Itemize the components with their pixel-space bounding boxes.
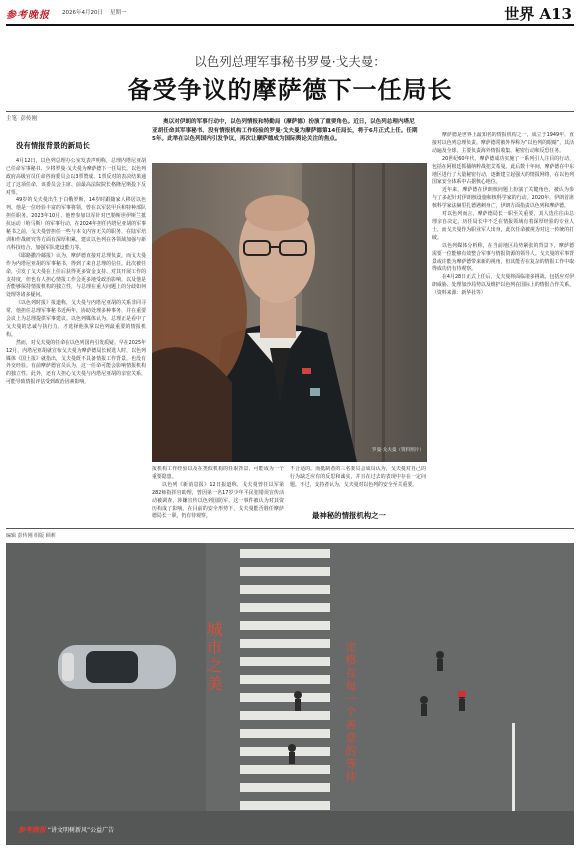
newspaper-logo: 参考晚报	[6, 10, 50, 21]
byline-label: 主笔	[6, 116, 18, 122]
paragraph: 摩萨德是世界上最知名的情报机构之一，成立于1949年，直接对以色列总理负责。摩萨德常被外界称为“以色列的眼睛”，其活动遍及全球，主要负责海外情报收集、秘密行动和反恐任务。	[432, 132, 574, 154]
footer-rule	[6, 528, 574, 529]
center-left-column	[152, 466, 284, 526]
header-rule	[6, 24, 574, 26]
section-name: 世界	[504, 5, 535, 23]
editors-line: 编辑 彭传刚 组版 顾莉	[6, 533, 56, 539]
page-number: A13	[539, 5, 572, 23]
paragraph: 20世纪60年代，摩萨德成功实施了一系列引人注目的行动，包括在阿根廷抓捕纳粹战犯艾希曼。此后数十年间，摩萨德在中东地区进行了大量秘密行动，逐渐建立起强大的情报网络，在以色列国家安全体系中占据核心地位。	[432, 155, 574, 186]
title-rule	[6, 111, 574, 112]
paragraph: 以色列媒体分析称，在当前地区局势紧张的背景下，摩萨德需要一位能够有效整合军事与情报资源的领导人。戈夫曼的军事背景或许能为摩萨德带来新的视角，但其能否在复杂的情报工作中取得成功仍有待观察。	[432, 242, 574, 273]
public-service-ad	[6, 543, 574, 845]
paragraph: 《耶路撒冷邮报》认为，摩萨德直接对总理负责，而戈夫曼作为内塔尼亚胡的军事秘书，得到了来自总理的信任。此次被任命，引发了戈夫曼在上任后获得更多资金支持、对其开展工作的支持度，但也有人担心情报工作会更多地受政治影响，以及他是否能够保持情报机构的独立性，与总理在重大问题上的分歧如何处理等诸多疑问。	[6, 252, 146, 299]
photo-caption: 罗曼·戈夫曼（资料照片）	[372, 448, 424, 453]
ad-footer-text: “讲文明树新风”公益广告	[47, 827, 115, 834]
paragraph: 49岁的戈夫曼出生于白俄罗斯，14岁时跟随家人移居以色列。他是一位经验丰富的军事将领，曾在以军装甲兵和特种部队担任职务。2023年10月，他曾参加以军针对巴勒斯坦伊斯兰抵抗运动（哈马斯）的军事行动，在2024年担任内塔尼亚胡的军事秘书之前，戈夫曼曾担任一些与本文内容无关的职务，在陆军培训和作战研究等方面有深厚积累，建议以色列在各领域加强与新兴科技结合，加强军队建设能力等。	[6, 197, 146, 251]
paragraph: 在4月28日正式上任后，戈夫曼将面临诸多挑战，包括应对伊朗威胁、处理加沙局势以及维护以色列在国际上的情报合作关系。（资料来源：新华社等）	[432, 274, 574, 297]
right-column	[432, 132, 574, 526]
ad-slogan-waiting: 定格在每一个善意的等待	[344, 641, 357, 784]
article-photo	[152, 163, 427, 462]
subhead-new-director: 没有情报背景的新局长	[16, 141, 90, 150]
crosswalk-image	[6, 543, 574, 845]
paragraph: 以色列《新消息报》12日报道称，戈夫曼曾任以军第282师指挥官助理，曾因第一名17岁少年平民犯错误宣传活动被调查，涉嫌宣传以色列国防军，这一事件被认为对其资历构成了影响。在目前的安全形势下，戈夫曼能否胜任摩萨德局长一职，仍有待观察。	[152, 481, 284, 520]
portrait-image	[152, 163, 427, 462]
paragraph: 报机构工作经验以及在类似机构的任职背景，可能成为一个重要隐患。	[152, 466, 284, 480]
article-lead: 奥以对伊朗的军事行动中，以色列情报和特勤局（摩萨德）扮演了重要角色。近日，以色列总理内塔尼亚胡任命其军事秘书、没有情报机构工作经验的罗曼·戈夫曼为摩萨德第14任局长，将于6月正式上任。任期5年。此举在以色列国内引发争议，再次让摩萨德成为国际舆论关注的焦点。	[152, 119, 418, 143]
ad-slogan-city: 城市之美	[204, 621, 223, 693]
byline-name: 彭传刚	[20, 116, 38, 122]
byline	[6, 114, 37, 122]
paragraph: 4月12日，以色列总理办公室发表声明称，总理内塔尼亚胡已任命军事秘书、少将罗曼·戈夫曼为摩萨德下一任局长。以色列政府高级官员任命咨询委员会以3票赞成、1票反对的表决结果通过了这项任命，该委员会主席、前最高法院院长格隆尼斯投下反对票。	[6, 157, 146, 196]
paragraph: 不合适的。而抵制者的三名委员会成员认为，戈夫曼对自己的行为缺乏应有的反思和诚实，并且在过去的表现中存在一定问题。不过，支持者认为，戈夫曼对以色列的安全至关重要。	[290, 466, 426, 488]
paragraph: 然而，对戈夫曼的任命在以色列国内引发质疑。早在2025年12月，内塔尼亚胡就宣布戈夫曼为摩萨德局长候选人时，以色列媒体《国土报》就指出，戈夫曼既不具备情报工作背景，也没有外交经验。有前摩萨德官员认为，这一任命可能会影响情报机构的独立性。此外，还有人担心戈夫曼与内塔尼亚胡的亲密关系，可能导致情报评估受到政治因素影响。	[6, 339, 146, 386]
paragraph: 近年来，摩萨德在伊朗核问题上扮演了关键角色，被认为参与了多起针对伊朗核设施和核科学家的行动。2020年，伊朗首席核科学家法赫里扎德遇刺身亡，伊朗方面指责以色列和摩萨德。	[432, 187, 574, 210]
paragraph: 对以色列而言，摩萨德局长一职至关重要，其人选往往由总理亲自决定。历任局长中不乏在情报领域有着深厚经验的专业人士，而戈夫曼作为职业军人出身，此次任命被视为对这一传统的打破。	[432, 211, 574, 241]
center-right-column	[290, 466, 426, 506]
dateline	[62, 8, 127, 16]
left-column	[6, 140, 146, 525]
article-headline: 备受争议的摩萨德下一任局长	[127, 76, 453, 104]
subhead-mysterious-agency: 最神秘的情报机构之一	[312, 511, 386, 520]
article-kicker: 以色列总理军事秘书罗曼·戈夫曼：	[194, 54, 386, 69]
publish-date: 2026年4月20日	[62, 10, 103, 16]
ad-footer	[18, 825, 114, 835]
section-label	[504, 3, 572, 24]
publish-weekday: 星期一	[110, 10, 127, 16]
ad-footer-logo: 参考晚报	[18, 825, 46, 834]
paragraph: 《以色列时报》报道称，戈夫曼与内塔尼亚胡的关系非同寻常，他担任总理军事秘书近两年，协助处理多种事务，并在重要会议上为总理提供军事建议。以色列媒体认为，总理正是看中了戈夫曼的忠诚与执行力，才选择他执掌以色列最重要的情报机构。	[6, 300, 146, 338]
